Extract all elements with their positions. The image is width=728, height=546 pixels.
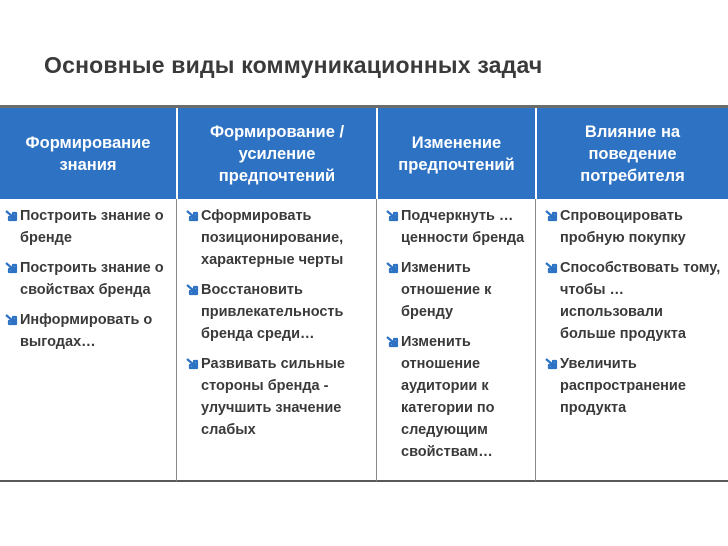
item-text: Информировать о выгодах… <box>20 312 153 350</box>
tasks-table <box>0 108 728 482</box>
arrow-down-right-icon <box>385 334 399 348</box>
item-text: Способствовать тому, чтобы … использовали больше продукта <box>560 260 721 342</box>
item-text: Восстановить привлекательность бренда среди… <box>201 282 344 342</box>
header-cell-2: Формирование / усиление предпочтений <box>176 108 376 199</box>
list-item <box>544 205 722 249</box>
list-item <box>4 205 170 249</box>
arrow-down-right-icon <box>385 260 399 274</box>
arrow-down-right-icon <box>4 208 18 222</box>
item-text: Изменить отношение аудитории к категории по следующим свойствам… <box>401 334 495 460</box>
header-cell-4: Влияние на поведение потребителя <box>535 108 728 199</box>
list-item <box>185 279 370 345</box>
body-cell-3 <box>376 199 535 482</box>
arrow-down-right-icon <box>185 356 199 370</box>
item-text: Изменить отношение к бренду <box>401 260 492 320</box>
arrow-down-right-icon <box>185 282 199 296</box>
item-text: Построить знание о бренде <box>20 208 164 246</box>
header-cell-1: Формирование знания <box>0 108 176 199</box>
arrow-down-right-icon <box>185 208 199 222</box>
body-cell-2 <box>176 199 376 482</box>
header-cell-3: Изменение предпочтений <box>376 108 535 199</box>
list-item <box>185 205 370 271</box>
body-cell-1 <box>0 199 176 482</box>
item-text: Развивать сильные стороны бренда - улучшить значение слабых <box>201 356 345 438</box>
arrow-down-right-icon <box>385 208 399 222</box>
list-item <box>385 331 529 463</box>
item-text: Подчеркнуть …ценности бренда <box>401 208 525 246</box>
list-item <box>544 353 722 419</box>
list-item <box>4 257 170 301</box>
item-text: Построить знание о свойствах бренда <box>20 260 164 298</box>
arrow-down-right-icon <box>4 260 18 274</box>
page-title: Основные виды коммуникационных задач <box>44 52 543 78</box>
list-item <box>4 309 170 353</box>
body-cell-4 <box>535 199 728 482</box>
list-item <box>544 257 722 345</box>
item-text: Увеличить распространение продукта <box>560 356 686 416</box>
item-text: Спровоцировать пробную покупку <box>560 208 686 246</box>
arrow-down-right-icon <box>544 356 558 370</box>
arrow-down-right-icon <box>544 208 558 222</box>
arrow-down-right-icon <box>544 260 558 274</box>
list-item <box>385 257 529 323</box>
list-item <box>185 353 370 441</box>
item-text: Сформировать позиционирование, характерные черты <box>201 208 344 268</box>
list-item <box>385 205 529 249</box>
arrow-down-right-icon <box>4 312 18 326</box>
